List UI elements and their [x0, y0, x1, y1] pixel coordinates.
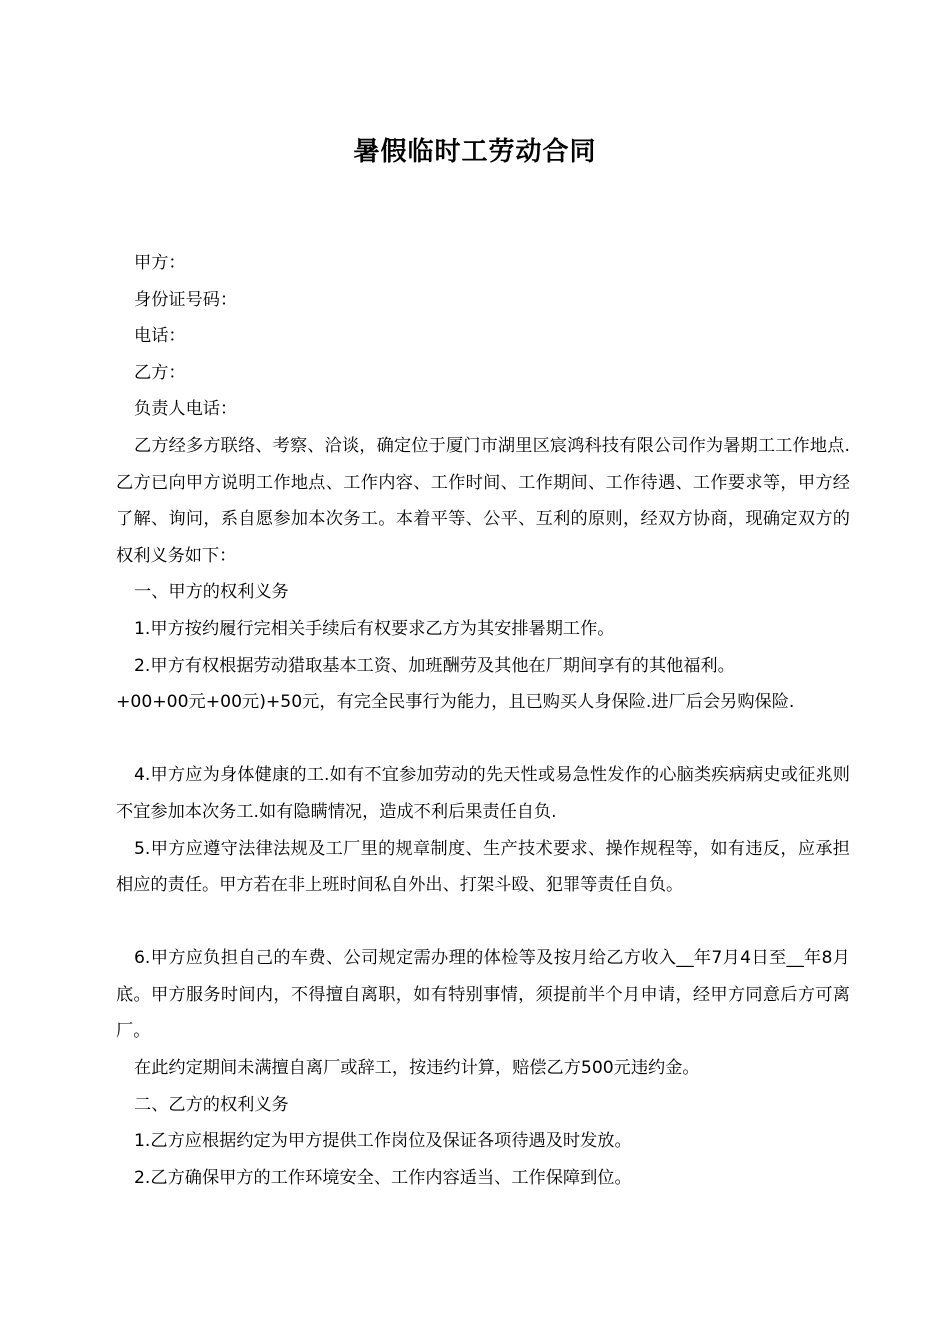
- document-title: 暑假临时工劳动合同: [353, 137, 597, 167]
- section-1-penalty: 在此约定期间未满擅自离厂或辞工，按违约计算，赔偿乙方500元违约金。: [134, 1058, 700, 1079]
- field-party-b: 乙方：: [134, 362, 186, 383]
- section-1-item-6: 6.甲方应负担自己的车费、公司规定需办理的体检等及按月给乙方收入__年7月4日至__年8月底。甲方服务时间内，不得擅自离职，如有特别事情，须提前半个月申请，经甲方同意后方可离厂。: [116, 948, 850, 1042]
- field-phone: 电话：: [134, 326, 186, 347]
- section-1-item-1: 1.甲方按约履行完相关手续后有权要求乙方为其安排暑期工作。: [134, 618, 615, 639]
- section-2-item-1: 1.乙方应根据约定为甲方提供工作岗位及保证各项待遇及时发放。: [134, 1131, 632, 1152]
- section-1-heading: 一、甲方的权利义务: [134, 582, 289, 603]
- document-body: [116, 245, 850, 1196]
- section-1-item-2: 2.甲方有权根据劳动猎取基本工资、加班酬劳及其他在厂期间享有的其他福利。: [134, 655, 735, 676]
- section-1-item-5: 5.甲方应遵守法律法规及工厂里的规章制度、生产技术要求、操作规程等，如有违反，应承担相应的责任。甲方若在非上班时间私自外出、打架斗殴、犯罪等责任自负。: [116, 838, 850, 896]
- section-1-item-2-continued: +00+00元+00元)+50元，有完全民事行为能力，且已购买人身保险.进厂后会另购保险.: [116, 692, 795, 713]
- intro-paragraph: 乙方经多方联络、考察、洽谈，确定位于厦门市湖里区宸鸿科技有限公司作为暑期工工作地点.乙方已向甲方说明工作地点、工作内容、工作时间、工作期间、工作待遇、工作要求等，甲方经了解、询问，系自愿参加本次务工。本着平等、公平、互利的原则，经双方协商，现确定双方的权利义务如下：: [116, 435, 850, 566]
- field-party-a: 甲方：: [134, 253, 186, 273]
- section-2-item-2: 2.乙方确保甲方的工作环境安全、工作内容适当、工作保障到位。: [134, 1167, 632, 1188]
- field-manager-phone: 负责人电话：: [134, 399, 238, 420]
- field-id-number: 身份证号码：: [134, 289, 238, 310]
- section-2-heading: 二、乙方的权利义务: [134, 1094, 289, 1115]
- section-1-item-4: 4.甲方应为身体健康的工.如有不宜参加劳动的先天性或易急性发作的心脑类疾病病史或征兆则不宜参加本次务工.如有隐瞒情况，造成不利后果责任自负.: [116, 765, 850, 822]
